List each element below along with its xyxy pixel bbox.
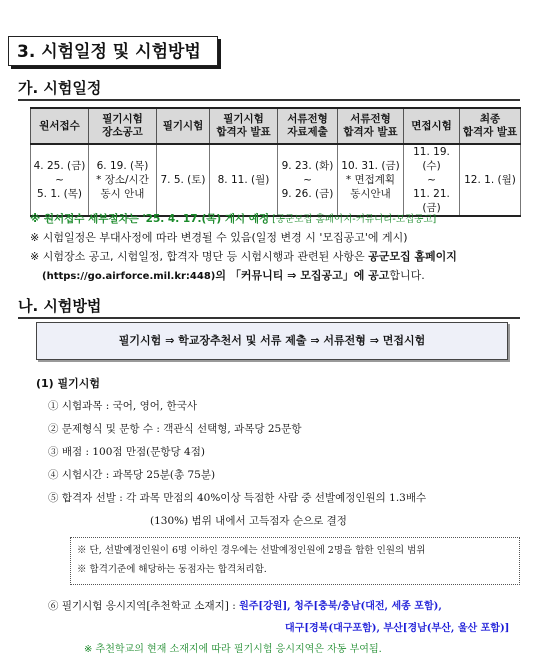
header-cell: 원서접수	[31, 108, 89, 144]
written-exam-heading: (1) 필기시험	[36, 377, 101, 390]
final-note: ※ 추천학교의 현재 소재지에 따라 필기시험 응시지역은 자동 부여됨.	[84, 644, 382, 655]
exam-item-1: ① 시험과목 : 국어, 영어, 한국사	[48, 400, 197, 412]
heading-rule	[18, 99, 520, 101]
header-cell: 면접시험	[404, 108, 460, 144]
header-cell: 최종 합격자 발표	[460, 108, 521, 144]
header-cell: 필기시험 합격자 발표	[210, 108, 278, 144]
table-cell: 6. 19. (목) * 장소/시간 동시 안내	[89, 144, 157, 216]
exam-item-6: ⑥ 필기시험 응시지역[추천학교 소재지] : 원주[강원], 청주[충북/충남(대전, 세종 포함),	[48, 600, 442, 612]
exam-item-5-cont: (130%) 범위 내에서 고득점자 순으로 결정	[150, 515, 347, 527]
exam-item-2: ② 문제형식 및 문항 수 : 객관식 선택형, 과목당 25문항	[48, 423, 302, 435]
header-cell: 서류전형 합격자 발표	[338, 108, 404, 144]
table-cell: 9. 23. (화) ~ 9. 26. (금)	[278, 144, 338, 216]
header-cell: 필기시험	[157, 108, 210, 144]
table-cell: 11. 19. (수) ~ 11. 21. (금)	[404, 144, 460, 216]
table-row	[31, 144, 521, 216]
header-cell: 필기시험 장소공고	[89, 108, 157, 144]
schedule-note-3: ※ 시험장소 공고, 시험일정, 합격자 명단 등 시험시행과 관련된 사항은 공군모집 홈페이지	[30, 250, 457, 263]
section-title: 3. 시험일정 및 시험방법	[8, 36, 218, 66]
box-note-1: ※ 단, 선발예정인원이 6명 이하인 경우에는 선발예정인원에 2명을 합한 인원의 범위	[77, 545, 426, 556]
exam-item-3: ③ 배점 : 100점 만점(문항당 4점)	[48, 446, 205, 458]
exam-item-6-cont: 대구[경북(대구포함), 부산[경남(부산, 울산 포함)]	[285, 623, 510, 634]
schedule-table	[30, 107, 521, 217]
exam-flow-box: 필기시험 ⇒ 학교장추천서 및 서류 제출 ⇒ 서류전형 ⇒ 면접시험	[36, 322, 508, 360]
selection-note-box	[70, 537, 520, 585]
table-cell: 7. 5. (토)	[157, 144, 210, 216]
box-note-2: ※ 합격기준에 해당하는 동점자는 합격처리함.	[77, 564, 267, 575]
table-cell: 12. 1. (월)	[460, 144, 521, 216]
exam-item-4: ④ 시험시간 : 과목당 25분(총 75분)	[48, 469, 216, 481]
schedule-note-1: ※ 원서접수 세부절차는 '25. 4. 17.(목) 게시 예정 [공군모집 홈페이지-커뮤니티-모집공고]	[30, 213, 437, 225]
method-heading: 나. 시험방법	[18, 297, 102, 315]
heading-rule	[18, 317, 520, 319]
table-header-row	[31, 108, 521, 144]
schedule-note-2: ※ 시험일정은 부대사정에 따라 변경될 수 있음(일정 변경 시 '모집공고'에 게시)	[30, 231, 408, 244]
header-cell: 서류전형 자료제출	[278, 108, 338, 144]
exam-item-5: ⑤ 합격자 선발 : 각 과목 만점의 40%이상 득점한 사람 중 선발예정인원의 1.3배수	[48, 492, 427, 504]
schedule-note-3-cont: (https://go.airforce.mil.kr:448)의 「커뮤니티 ⇒ 모집공고」에 공고합니다.	[42, 269, 425, 282]
table-cell: 4. 25. (금) ~ 5. 1. (목)	[31, 144, 89, 216]
table-cell: 10. 31. (금) * 면접계획 동시안내	[338, 144, 404, 216]
table-cell: 8. 11. (월)	[210, 144, 278, 216]
schedule-heading: 가. 시험일정	[18, 79, 102, 97]
